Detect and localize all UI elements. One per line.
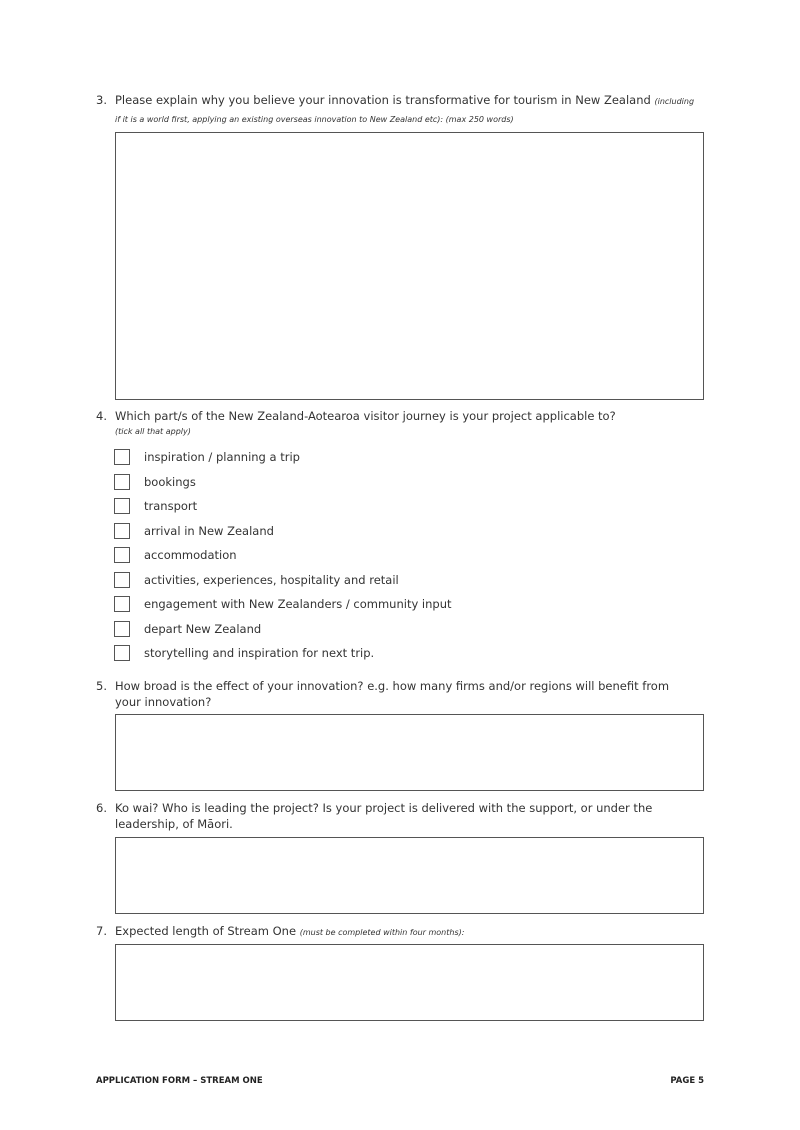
checkbox[interactable]: [114, 523, 130, 539]
question-suffix: :: [461, 928, 465, 937]
checkbox-label: depart New Zealand: [144, 621, 262, 636]
question-number: 5.: [96, 679, 107, 693]
question-note: (tick all that apply): [115, 427, 191, 436]
question-text: Expected length of Stream One: [115, 924, 297, 938]
question-7: [96, 923, 696, 941]
checkbox-option[interactable]: [114, 523, 274, 539]
question-6: [96, 800, 696, 832]
checkbox[interactable]: [114, 498, 130, 514]
checkbox-label: inspiration / planning a trip: [144, 450, 300, 464]
checkbox-option[interactable]: [114, 645, 374, 661]
checkbox[interactable]: [114, 547, 130, 563]
checkbox[interactable]: [114, 449, 130, 465]
checkbox[interactable]: [114, 572, 130, 588]
q5-answer-field[interactable]: [115, 714, 704, 791]
question-number: 4.: [96, 409, 107, 423]
checkbox-option[interactable]: [114, 572, 399, 588]
question-text: Please explain why you believe your innovation is transformative for tourism in New Zealand: [115, 93, 651, 107]
checkbox-option[interactable]: [114, 498, 197, 514]
checkbox-option[interactable]: [114, 449, 300, 465]
checkbox-label: activities, experiences, hospitality and retail: [144, 572, 399, 587]
question-3: [96, 92, 696, 128]
question-number: 7.: [96, 924, 107, 938]
checkbox-label: engagement with New Zealanders / community input: [144, 597, 452, 611]
q6-answer-field[interactable]: [115, 837, 704, 914]
question-4: [96, 408, 696, 440]
q3-answer-field[interactable]: [115, 132, 704, 400]
question-5: [96, 678, 696, 710]
checkbox-option[interactable]: [114, 621, 261, 637]
checkbox[interactable]: [114, 474, 130, 490]
checkbox-label: arrival in New Zealand: [144, 523, 274, 538]
checkbox-option[interactable]: [114, 547, 237, 563]
question-text: Which part/s of the New Zealand-Aotearoa visitor journey is your project applicable to?: [115, 409, 616, 423]
question-note: (must be completed within four months): [299, 928, 462, 937]
q7-answer-field[interactable]: [115, 944, 704, 1021]
question-note: (including if it is a world first, applying an existing overseas innovation to New Zealand etc): [115, 97, 695, 124]
question-number: 3.: [96, 93, 107, 107]
checkbox[interactable]: [114, 645, 130, 661]
checkbox-label: bookings: [144, 474, 196, 489]
checkbox-option[interactable]: [114, 474, 196, 490]
checkbox-label: accommodation: [144, 548, 237, 562]
question-text: How broad is the effect of your innovation? e.g. how many firms and/or regions will benefit from your innovation?: [115, 679, 670, 709]
question-text: Ko wai? Who is leading the project? Is your project is delivered with the support, or under the leadership, of Māori.: [115, 801, 653, 831]
checkbox[interactable]: [114, 621, 130, 637]
checkbox-option[interactable]: [114, 596, 452, 612]
page-number: PAGE 5: [670, 1076, 704, 1086]
question-suffix: : (max 250 words): [440, 115, 514, 124]
footer-title: APPLICATION FORM – STREAM ONE: [96, 1076, 263, 1086]
checkbox-label: storytelling and inspiration for next trip.: [144, 646, 375, 660]
checkbox[interactable]: [114, 596, 130, 612]
checkbox-label: transport: [144, 499, 198, 513]
question-number: 6.: [96, 801, 107, 815]
